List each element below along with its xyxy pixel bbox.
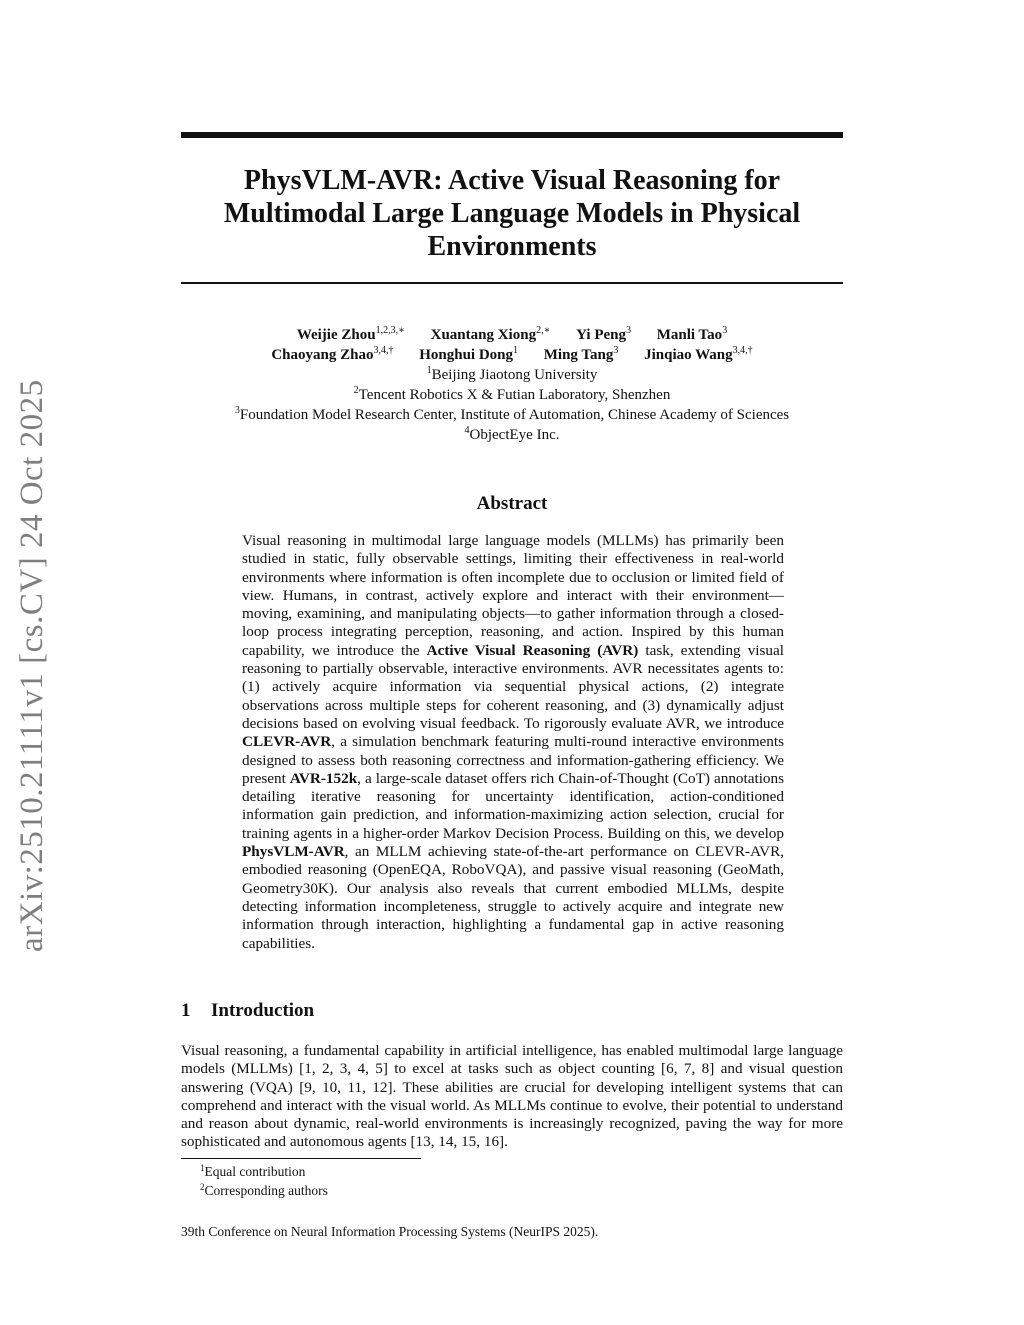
abstract-body: Visual reasoning in multimodal large language models (MLLMs) has primarily been studied in static, fully observable settings, limiting their effectiveness in real-world environments where information is often incomplete due to occlusion or limited field of view. Humans, in contrast, actively explore and interact with their environment—moving, examining, and manipulating objects—to gather information through a closed-loop process integrating perception, reasoning, and action. Inspired by this human capability, we introduce the Active Visual Reasoning (AVR) task, extending visual reasoning to partially observable, interactive environments. AVR necessitates agents to: (1) actively acquire information via sequential physical actions, (2) integrate observations across multiple steps for coherent reasoning, and (3) dynamically adjust decisions based on evolving visual feedback. To rigorously evaluate AVR, we introduce CLEVR-AVR, a simulation benchmark featuring multi-round interactive environments designed to assess both reasoning correctness and information-gathering efficiency. We present AVR-152k, a large-scale dataset offers rich Chain-of-Thought (CoT) annotations detailing iterative reasoning for uncertainty identification, action-conditioned information gain prediction, and information-maximizing action selection, crucial for training agents in a higher-order Markov Decision Process. Building on this, we develop PhysVLM-AVR, an MLLM achieving state-of-the-art performance on CLEVR-AVR, embodied reasoning (OpenEQA, RoboVQA), and passive visual reasoning (GeoMath, Geometry30K). Our analysis also reveals that current embodied MLLMs, despite detecting information incompleteness, struggle to actively acquire and integrate new information through interaction, highlighting a fundamental gap in active reasoning capabilities.	[242, 532, 785, 952]
author-name: Xuantang Xiong	[430, 327, 537, 343]
author-affiliation-marks: 1,2,3,∗	[375, 325, 405, 336]
footnote-rule	[181, 1158, 421, 1159]
term-avr-152k: AVR-152k	[289, 769, 358, 787]
title-line-2: Multimodal Large Language Models in Physical	[223, 198, 801, 229]
title-top-rule	[181, 132, 843, 138]
author-block	[181, 325, 843, 445]
term-avr: Active Visual Reasoning (AVR)	[426, 641, 639, 659]
section-number: 1	[181, 1000, 191, 1021]
section-title: Introduction	[211, 1000, 315, 1021]
abstract-heading: Abstract	[476, 493, 548, 514]
term-clevr-avr: CLEVR-AVR	[242, 733, 332, 751]
author-affiliation-marks: 2,∗	[536, 325, 551, 336]
introduction-paragraph: Visual reasoning, a fundamental capability in artificial intelligence, has enabled multimodal large language models (MLLMs) [1, 2, 3, 4, 5] to excel at tasks such as object counting [6, 7, 8] and visual question answering (VQA) [9, 10, 11, 12]. These abilities are crucial for developing intelligent systems that can comprehend and interact with the visual world. As MLLMs continue to evolve, their potential to understand and reason about dynamic, real-world environments is increasingly recognized, paving the way for more sophisticated and autonomous agents [13, 14, 15, 16].	[181, 1042, 843, 1151]
affiliation: $^4$ObjectEye Inc.	[464, 425, 560, 443]
author-affiliation-marks: 3	[722, 325, 728, 336]
author-affiliation-marks: 3	[625, 325, 631, 336]
author-row-2	[181, 345, 843, 365]
title-bottom-rule	[181, 282, 843, 284]
footnote: $^1$Equal contribution	[200, 1163, 306, 1179]
affiliation: $^1$Beijing Jiaotong University	[426, 365, 598, 383]
author-affiliation-marks: 3	[613, 345, 619, 356]
author-affiliation-marks: 3,4,†	[373, 345, 394, 356]
section-heading-introduction	[181, 1000, 314, 1022]
title-line-1: PhysVLM-AVR: Active Visual Reasoning for	[243, 165, 781, 196]
author-affiliation-marks: 1	[513, 345, 519, 356]
affiliation: $^2$Tencent Robotics X & Futian Laboratory, Shenzhen	[353, 385, 671, 403]
author-name: Manli Tao	[656, 327, 723, 343]
arxiv-sidebar-stamp: arXiv:2510.21111v1 [cs.CV] 24 Oct 2025	[14, 379, 50, 952]
author-row-1	[181, 325, 843, 345]
author-affiliation-marks: 3,4,†	[732, 345, 753, 356]
author-name: Jinqiao Wang	[644, 347, 733, 363]
paper-title	[181, 164, 843, 263]
footnote: $^2$Corresponding authors	[200, 1182, 328, 1198]
footnotes	[200, 1162, 328, 1200]
author-name: Chaoyang Zhao	[271, 347, 374, 363]
affiliation: $^3$Foundation Model Research Center, Institute of Automation, Chinese Academy of Sciences	[234, 405, 790, 423]
title-line-3: Environments	[427, 231, 597, 262]
author-name: Weijie Zhou	[296, 327, 376, 343]
author-name: Yi Peng	[576, 327, 626, 343]
author-name: Ming Tang	[543, 347, 614, 363]
author-name: Honghui Dong	[419, 347, 514, 363]
venue-footer: 39th Conference on Neural Information Processing Systems (NeurIPS 2025).	[181, 1224, 599, 1239]
term-physvlm-avr: PhysVLM-AVR	[242, 843, 345, 861]
